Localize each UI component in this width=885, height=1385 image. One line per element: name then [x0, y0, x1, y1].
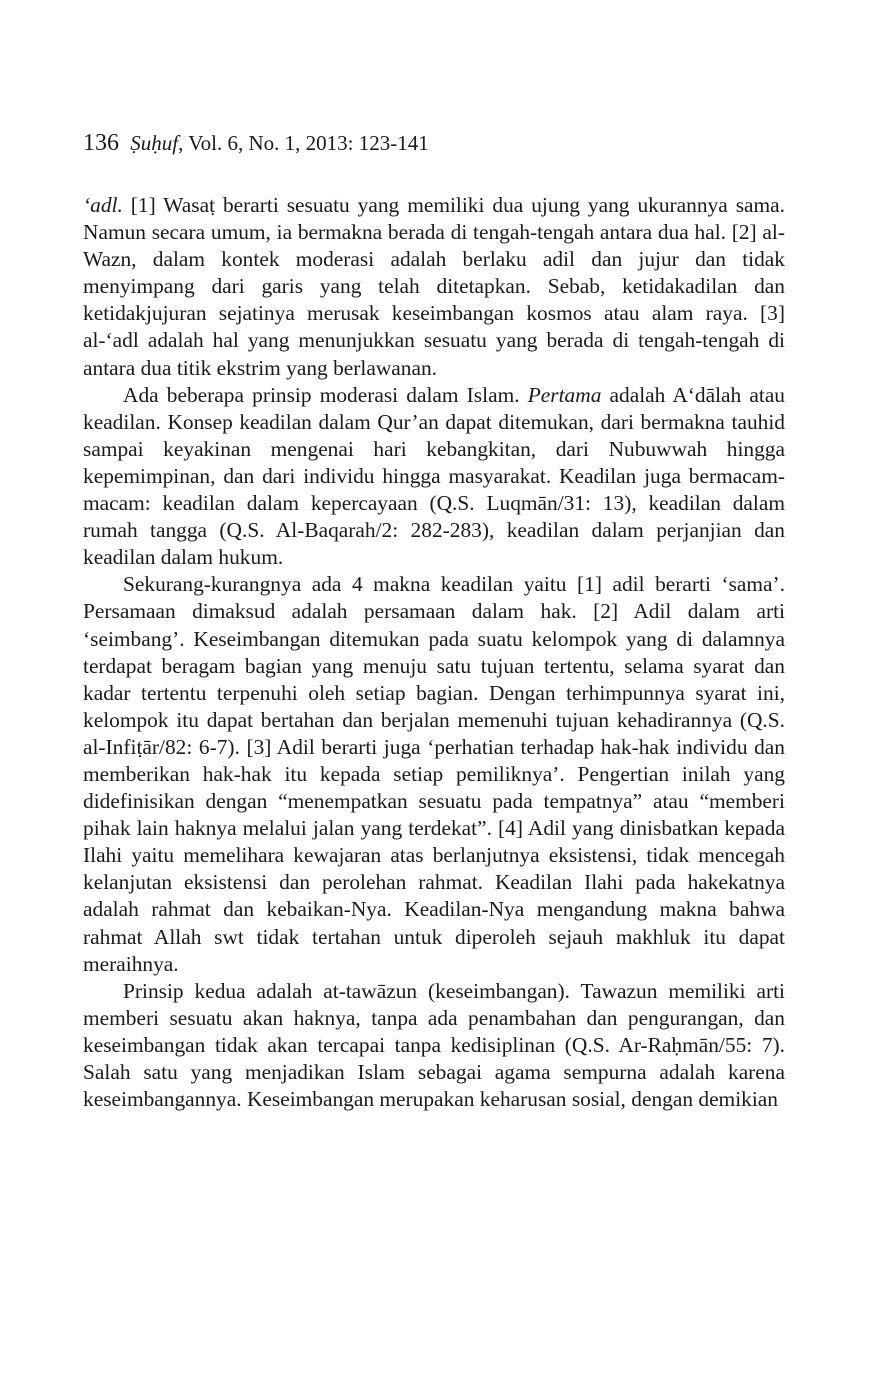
paragraph-2-text-before: Ada beberapa prinsip moderasi dalam Islam. [123, 382, 528, 407]
paragraph-1 [83, 192, 785, 382]
paragraph-4 [83, 978, 785, 1113]
body-text [83, 192, 785, 1113]
journal-name: Ṣuḥuf [130, 131, 179, 155]
paragraph-1-lead: ‘adl. [83, 193, 123, 217]
paragraph-3 [83, 571, 785, 977]
journal-citation: , Vol. 6, No. 1, 2013: 123-141 [178, 131, 429, 155]
paragraph-3-text: Sekurang-kurangnya ada 4 makna keadilan yaitu [1] adil berarti ‘sama’. Persamaan dimaksud adalah persamaan dalam hak. [2] Adil dalam arti ‘seimbang’. Keseimbangan ditemukan pada suatu kelompok yang di dalamnya terdapat beragam bagian yang menuju satu tujuan tertentu, selama syarat dan kadar tertentu terpenuhi oleh setiap bagian. Dengan terhimpunnya syarat ini, kelompok itu dapat bertahan dan berjalan memenuhi tujuan kehadirannya (Q.S. al-Infiṭār/82: 6-7). [3] Adil berarti juga ‘perhatian terhadap hak-hak individu dan memberikan hak-hak itu kepada setiap pemiliknya’. Pengertian inilah yang didefinisikan dengan “menempatkan sesuatu pada tempatnya” atau “memberi pihak lain haknya melalui jalan yang terdekat”. [4] Adil yang dinisbatkan kepada Ilahi yaitu memelihara kewajaran atas berlanjutnya eksistensi, tidak mencegah kelanjutan eksistensi dan perolehan rahmat. Keadilan Ilahi pada hakekatnya adalah rahmat dan kebaikan-Nya. Keadilan-Nya mengandung makna bahwa rahmat Allah swt tidak tertahan untuk diperoleh sejauh makhluk itu dapat meraihnya. [83, 572, 785, 976]
paragraph-1-text: [1] Wasaṭ berarti sesuatu yang memiliki dua ujung yang ukurannya sama. Namun secara umum, ia bermakna berada di tengah-tengah antara dua hal. [2] al-Wazn, dalam kontek moderasi adalah berlaku adil dan jujur dan tidak menyimpang dari garis yang telah ditetapkan. Sebab, ketidakadilan dan ketidakjujuran sejatinya merusak keseimbangan kosmos atau alam raya. [3] al-‘adl adalah hal yang menunjukkan sesuatu yang berada di tengah-tengah di antara dua titik ekstrim yang berlawanan. [83, 193, 785, 380]
paragraph-4-text: Prinsip kedua adalah at-tawāzun (keseimbangan). Tawazun memiliki arti memberi sesuatu akan haknya, tanpa ada penambahan dan pengurangan, dan keseimbangan tidak akan tercapai tanpa kedisiplinan (Q.S. Ar-Raḥmān/55: 7). Salah satu yang menjadikan Islam sebagai agama sempurna adalah karena keseimbangannya. Keseimbangan merupakan keharusan sosial, dengan demikian [83, 978, 785, 1112]
paragraph-2-italic: Pertama [527, 382, 602, 407]
running-header [83, 128, 429, 158]
paragraph-2-text-after: adalah A‘dālah atau keadilan. Konsep keadilan dalam Qur’an dapat ditemukan, dari bermakna tauhid sampai keyakinan mengenai hari kebangkitan, dari Nubuwwah hingga kepemimpinan, dan dari individu hingga masyarakat. Keadilan juga bermacam-macam: keadilan dalam kepercayaan (Q.S. Luqmān/31: 13), keadilan dalam rumah tangga (Q.S. Al-Baqarah/2: 282-283), keadilan dalam perjanjian dan keadilan dalam hukum. [83, 382, 786, 570]
page-number: 136 [83, 130, 119, 156]
paragraph-2 [83, 382, 785, 572]
